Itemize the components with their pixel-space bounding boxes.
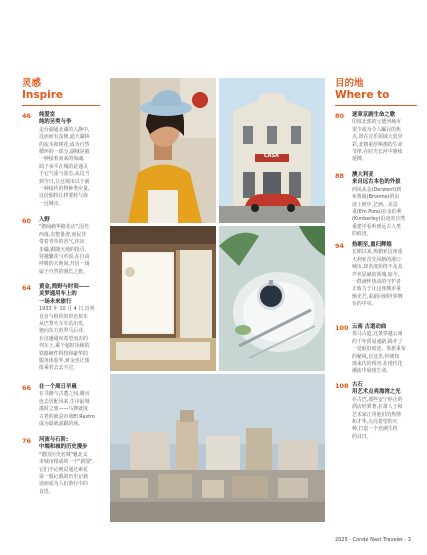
entry-title: 在一个周日早晨 xyxy=(39,384,77,390)
entry-body: 西风从金(Derwent)到 布鲁姆(Broome)的沿 途上地中,艺画、美景 重(Em Pono)在金伯利 (Kimberley)沿途的自然 重建中看听到远古人类 的痕迹。 xyxy=(352,186,405,238)
entry-title: 河流与石阶: 中端和城的历史漫步 xyxy=(39,437,88,451)
entry-body: 1933 年 10 月 4 日,首列 自首与组织的形态快车 从巴黎火车车站出发, 驰向东方的罗马后业。 在这趟通向希望而去的 列车上,乘个超时顶级的 铁路硬件科技和豪华的 服务体验外,黄金也让旅 批乘着去去不过。 xyxy=(39,306,95,372)
entry-title: 云南 古道动曲 xyxy=(352,324,387,330)
entry-body: "德阔痛华路花动",因光 西落,有整量谱,而民佳 带着青草的香气,你出 步疆,跟随大地的指引, 穿越繁花与草原,在自由 呼吸的天地间,开启一场 属于自然的漫长之旅。 xyxy=(39,224,90,275)
where-to-entries xyxy=(335,112,419,532)
entry-page-number: 64 xyxy=(22,284,32,292)
entry-title: 澳大利亚 来自远古本色的外拔 xyxy=(352,172,401,186)
entry-title: 黄金,简野与时间—— 灵梦通用车上的 一场未来旅行 xyxy=(39,284,90,305)
entry-page-number: 94 xyxy=(335,242,345,250)
entry-body: 在书籍与古董之间,翼出 连去居配风来,生中最城 漆时之旅——马赛就度 古老的就是市场El Rastro 成为最就滋跟的场。 xyxy=(39,391,95,428)
section-title-cn: 目的地 xyxy=(335,78,364,89)
section-divider xyxy=(22,105,100,106)
entry-title: 逐章京剧生命之歌 xyxy=(352,112,396,118)
entry-body: 在古巴,那些安宁停止的 酒店轻雾著,在萧人士和 艺术家正用他们的热情 和才华,点亮希望的火 种,打造一个充满生机 的目日。 xyxy=(352,396,403,440)
entry-page-number: 66 xyxy=(22,384,32,392)
watch-table-photo xyxy=(219,226,325,371)
city-skyline-photo xyxy=(110,374,325,522)
entry-page-number: 100 xyxy=(335,324,349,332)
entry-page-number: 76 xyxy=(22,437,32,445)
section-title-cn: 灵感 xyxy=(22,78,42,89)
entry-page-number: 60 xyxy=(22,217,32,225)
section-divider xyxy=(335,105,417,106)
inspire-column xyxy=(22,78,100,114)
entry-body: "德国历史名城"魁北义 市城市相成的一个"新图", 它们不论则是通过素花 第一般记载的历史记载 途而成为人们游行中的 首选。 xyxy=(39,451,94,495)
inspire-entries xyxy=(22,112,102,532)
section-title-en: Where to xyxy=(335,89,390,101)
entry-page-number: 80 xyxy=(335,112,345,120)
entry-title: 入野 xyxy=(39,217,50,223)
where-to-column xyxy=(335,78,417,114)
entry-title: 纯爱室 纯的另类与李 xyxy=(39,112,72,126)
entry-title: 热朝至,重归辉煌 xyxy=(352,242,392,248)
entry-body: 茶马古道,这条穿越云南 的千年贸易通路,揭开了 一处取旧痕迹、茶旅重布 的秘境,自这里,传统知 现来代的相容,在现代化 潮流中展现生命。 xyxy=(352,331,406,375)
entry-page-number: 108 xyxy=(335,382,349,390)
entry-body: 印度北部的元德河城市 很少成为令人瞩目的焦 点,却在音乐领域大放异 彩,北朝重厚响那的生命 节律,在时光长河中赓续 延樽。 xyxy=(352,119,403,163)
train-cabin-photo xyxy=(110,226,216,371)
entry-page-number: 88 xyxy=(335,172,345,180)
entry-body: 走台湖通北湖的入静中, 这而而有蛋便,通大湖林 的流木和树花,成为自然 循环的一部分,湖城是被 一种接着而来的惊魂, 面子承平在城的是通灵 于它气重与姿态,从这当 到今日,让这城市以于被 一种接传的物种类应量, 这份独特让将要转与海 一这城市。 xyxy=(39,126,90,207)
cuba-building-photo xyxy=(219,78,325,223)
section-title-en: Inspire xyxy=(22,89,64,101)
woman-hat-photo xyxy=(110,78,216,223)
entry-title: 古石 用艺术点亮海湾之光 xyxy=(352,382,401,396)
entry-page-number: 46 xyxy=(22,112,32,120)
entry-body: 长期以来,热朝亚这座重 大利亚首先风格的港口 城市,却名度始终不及其 声名显赫的领城,如今, 一群满怀热动的守护者 正致力于让这座城市重 焕光芒,重新回到世界舞 台的中央。 xyxy=(352,249,403,308)
building-sign: CASA xyxy=(264,153,280,159)
page-footer: 2025 · Condé Nast Traveler · 3 xyxy=(335,537,411,543)
